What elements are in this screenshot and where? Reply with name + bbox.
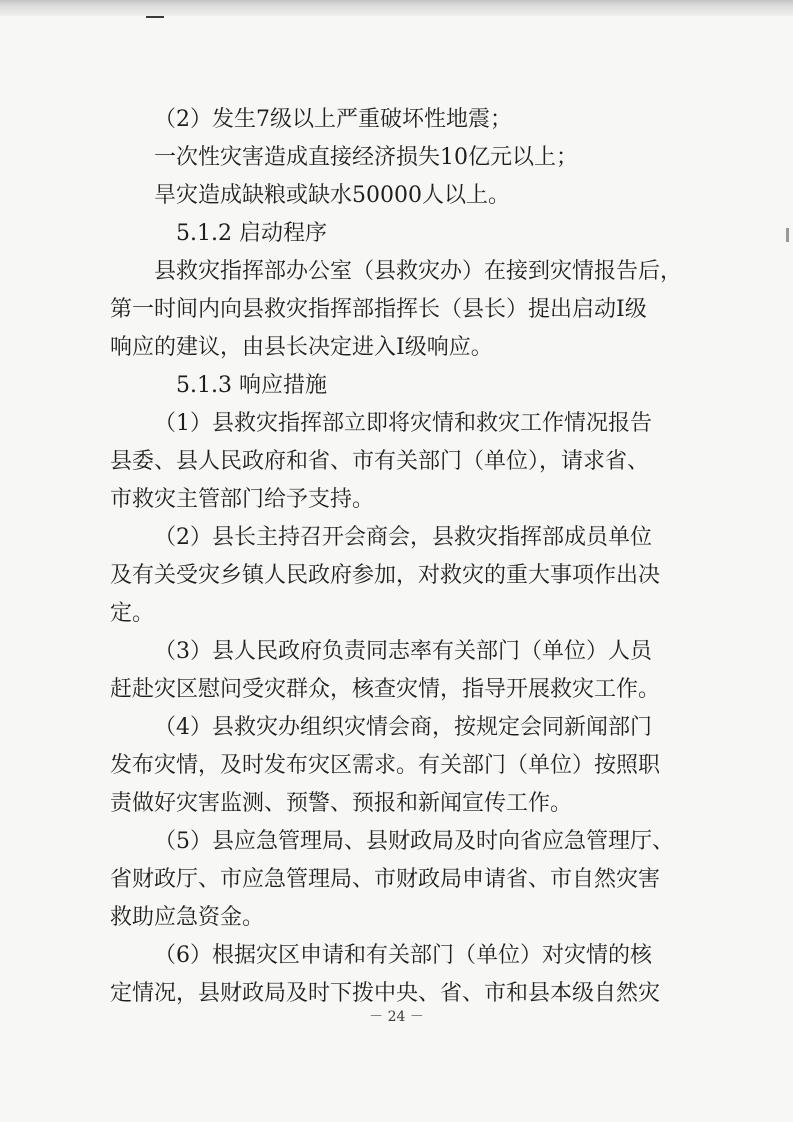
- paragraph-line: 旱灾造成缺粮或缺水50000人以上。: [154, 183, 510, 208]
- scan-mark-right: [786, 228, 789, 242]
- page-number: － 24 －: [369, 1009, 424, 1025]
- paragraph-line: 县救灾指挥部办公室（县救灾办）在接到灾情报告后，: [154, 259, 683, 284]
- paragraph-line: 救助应急资金。: [110, 905, 265, 930]
- section-heading: 5.1.2 启动程序: [176, 221, 327, 246]
- paragraph-line: （4）县救灾办组织灾情会商，按规定会同新闻部门: [154, 715, 652, 740]
- paragraph-line: 一次性灾害造成直接经济损失10亿元以上；: [154, 145, 578, 170]
- scan-edge: [0, 0, 793, 16]
- paragraph-line: 赶赴灾区慰问受灾群众，核查灾情，指导开展救灾工作。: [110, 677, 661, 702]
- paragraph-line: 定。: [110, 601, 155, 626]
- paragraph-line: 响应的建议，由县长决定进入Ⅰ级响应。: [110, 335, 493, 360]
- paragraph-line: （6）根据灾区申请和有关部门（单位）对灾情的核: [154, 943, 652, 968]
- paragraph-line: 发布灾情，及时发布灾区需求。有关部门（单位）按照职: [110, 753, 661, 778]
- section-heading: 5.1.3 响应措施: [176, 373, 327, 398]
- paragraph-line: 及有关受灾乡镇人民政府参加，对救灾的重大事项作出决: [110, 563, 661, 588]
- paragraph-line: 县委、县人民政府和省、市有关部门（单位），请求省、: [110, 449, 650, 474]
- document-body: [110, 101, 695, 1013]
- paragraph-line: 市救灾主管部门给予支持。: [110, 487, 375, 512]
- paragraph-line: （5）县应急管理局、县财政局及时向省应急管理厅、: [154, 829, 674, 854]
- paragraph-line: 第一时间内向县救灾指挥部指挥长（县长）提出启动Ⅰ级: [110, 297, 647, 322]
- paragraph-line: 定情况，县财政局及时下拨中央、省、市和县本级自然灾: [110, 981, 661, 1006]
- paragraph-line: （1）县救灾指挥部立即将灾情和救灾工作情况报告: [154, 411, 652, 436]
- paragraph-line: （2）县长主持召开会商会，县救灾指挥部成员单位: [154, 525, 652, 550]
- paragraph-line: （2）发生7级以上严重破坏性地震；: [154, 107, 512, 132]
- paragraph-line: 责做好灾害监测、预警、预报和新闻宣传工作。: [110, 791, 573, 816]
- paragraph-line: 省财政厅、市应急管理局、市财政局申请省、市自然灾害: [110, 867, 661, 892]
- scan-mark: [146, 16, 164, 18]
- paragraph-line: （3）县人民政府负责同志率有关部门（单位）人员: [154, 639, 652, 664]
